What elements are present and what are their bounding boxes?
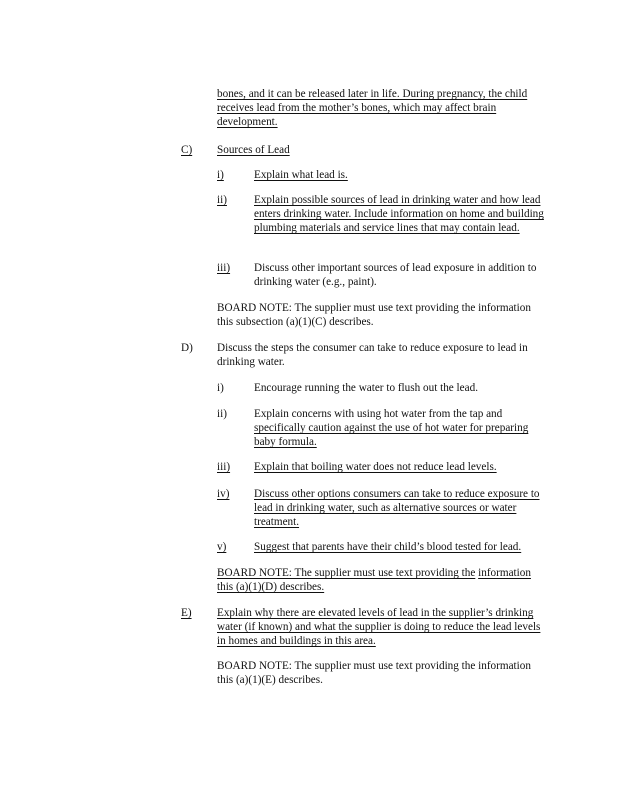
section-d-item-v-text: Suggest that parents have their child’s blood tested for lead. bbox=[254, 541, 522, 553]
section-d-board-note-line1: BOARD NOTE: The supplier must use text providing the bbox=[217, 567, 476, 579]
section-d-item-i-label: i) bbox=[217, 382, 224, 394]
section-c-item-ii-text: Explain possible sources of lead in drinking water and how lead enters drinking water. Include information on home and building plumbing materials and service lines that may contain lead. bbox=[254, 194, 544, 234]
section-e-board-note: BOARD NOTE: The supplier must use text providing the information this (a)(1)(E) describes. bbox=[217, 660, 531, 686]
section-c-item-ii-label: ii) bbox=[217, 194, 227, 206]
section-d-label: D) bbox=[181, 342, 193, 354]
section-c-label: C) bbox=[181, 144, 193, 156]
section-d-item-ii-plain: Explain concerns with using hot water from the tap and bbox=[254, 408, 503, 420]
section-c-item-i-label: i) bbox=[217, 169, 224, 181]
section-c-title: Sources of Lead bbox=[217, 144, 290, 156]
section-d-title: Discuss the steps the consumer can take to reduce exposure to lead in drinking water. bbox=[217, 342, 528, 368]
section-c-item-i-text: Explain what lead is. bbox=[254, 169, 348, 181]
section-d-item-iv-text: Discuss other options consumers can take to reduce exposure to lead in drinking water, such as alternative sources or water treatment. bbox=[254, 488, 540, 528]
section-d-item-iii-text: Explain that boiling water does not reduce lead levels. bbox=[254, 461, 497, 473]
section-e-title: Explain why there are elevated levels of lead in the supplier’s drinking water (if known) and what the supplier is doing to reduce the lead levels in homes and buildings in this area. bbox=[217, 607, 541, 647]
section-d-item-i-text: Encourage running the water to flush out the lead. bbox=[254, 382, 478, 394]
section-d-board-note bbox=[217, 566, 547, 594]
continuation-paragraph: bones, and it can be released later in life. During pregnancy, the child receives lead from the mother’s bones, which may affect brain development. bbox=[217, 88, 528, 128]
section-d-item-ii-underlined: specifically caution against the use of hot water for preparing baby formula. bbox=[254, 422, 529, 448]
section-d-item-v-label: v) bbox=[217, 541, 227, 553]
section-d-board-note-line2: information this (a)(1)(D) describes. bbox=[217, 567, 531, 593]
section-c-board-note: BOARD NOTE: The supplier must use text providing the information this subsection (a)(1)(C) describes. bbox=[217, 302, 531, 328]
section-e-label: E) bbox=[181, 607, 192, 619]
section-c-item-iii-label: iii) bbox=[217, 262, 231, 274]
section-c-item-iii-text: Discuss other important sources of lead exposure in addition to drinking water (e.g., paint). bbox=[254, 262, 537, 288]
section-d-item-iv-label: iv) bbox=[217, 488, 230, 500]
section-d-item-iii-label: iii) bbox=[217, 461, 231, 473]
section-d-item-ii-text bbox=[254, 407, 546, 449]
section-d-item-ii-label: ii) bbox=[217, 408, 227, 420]
